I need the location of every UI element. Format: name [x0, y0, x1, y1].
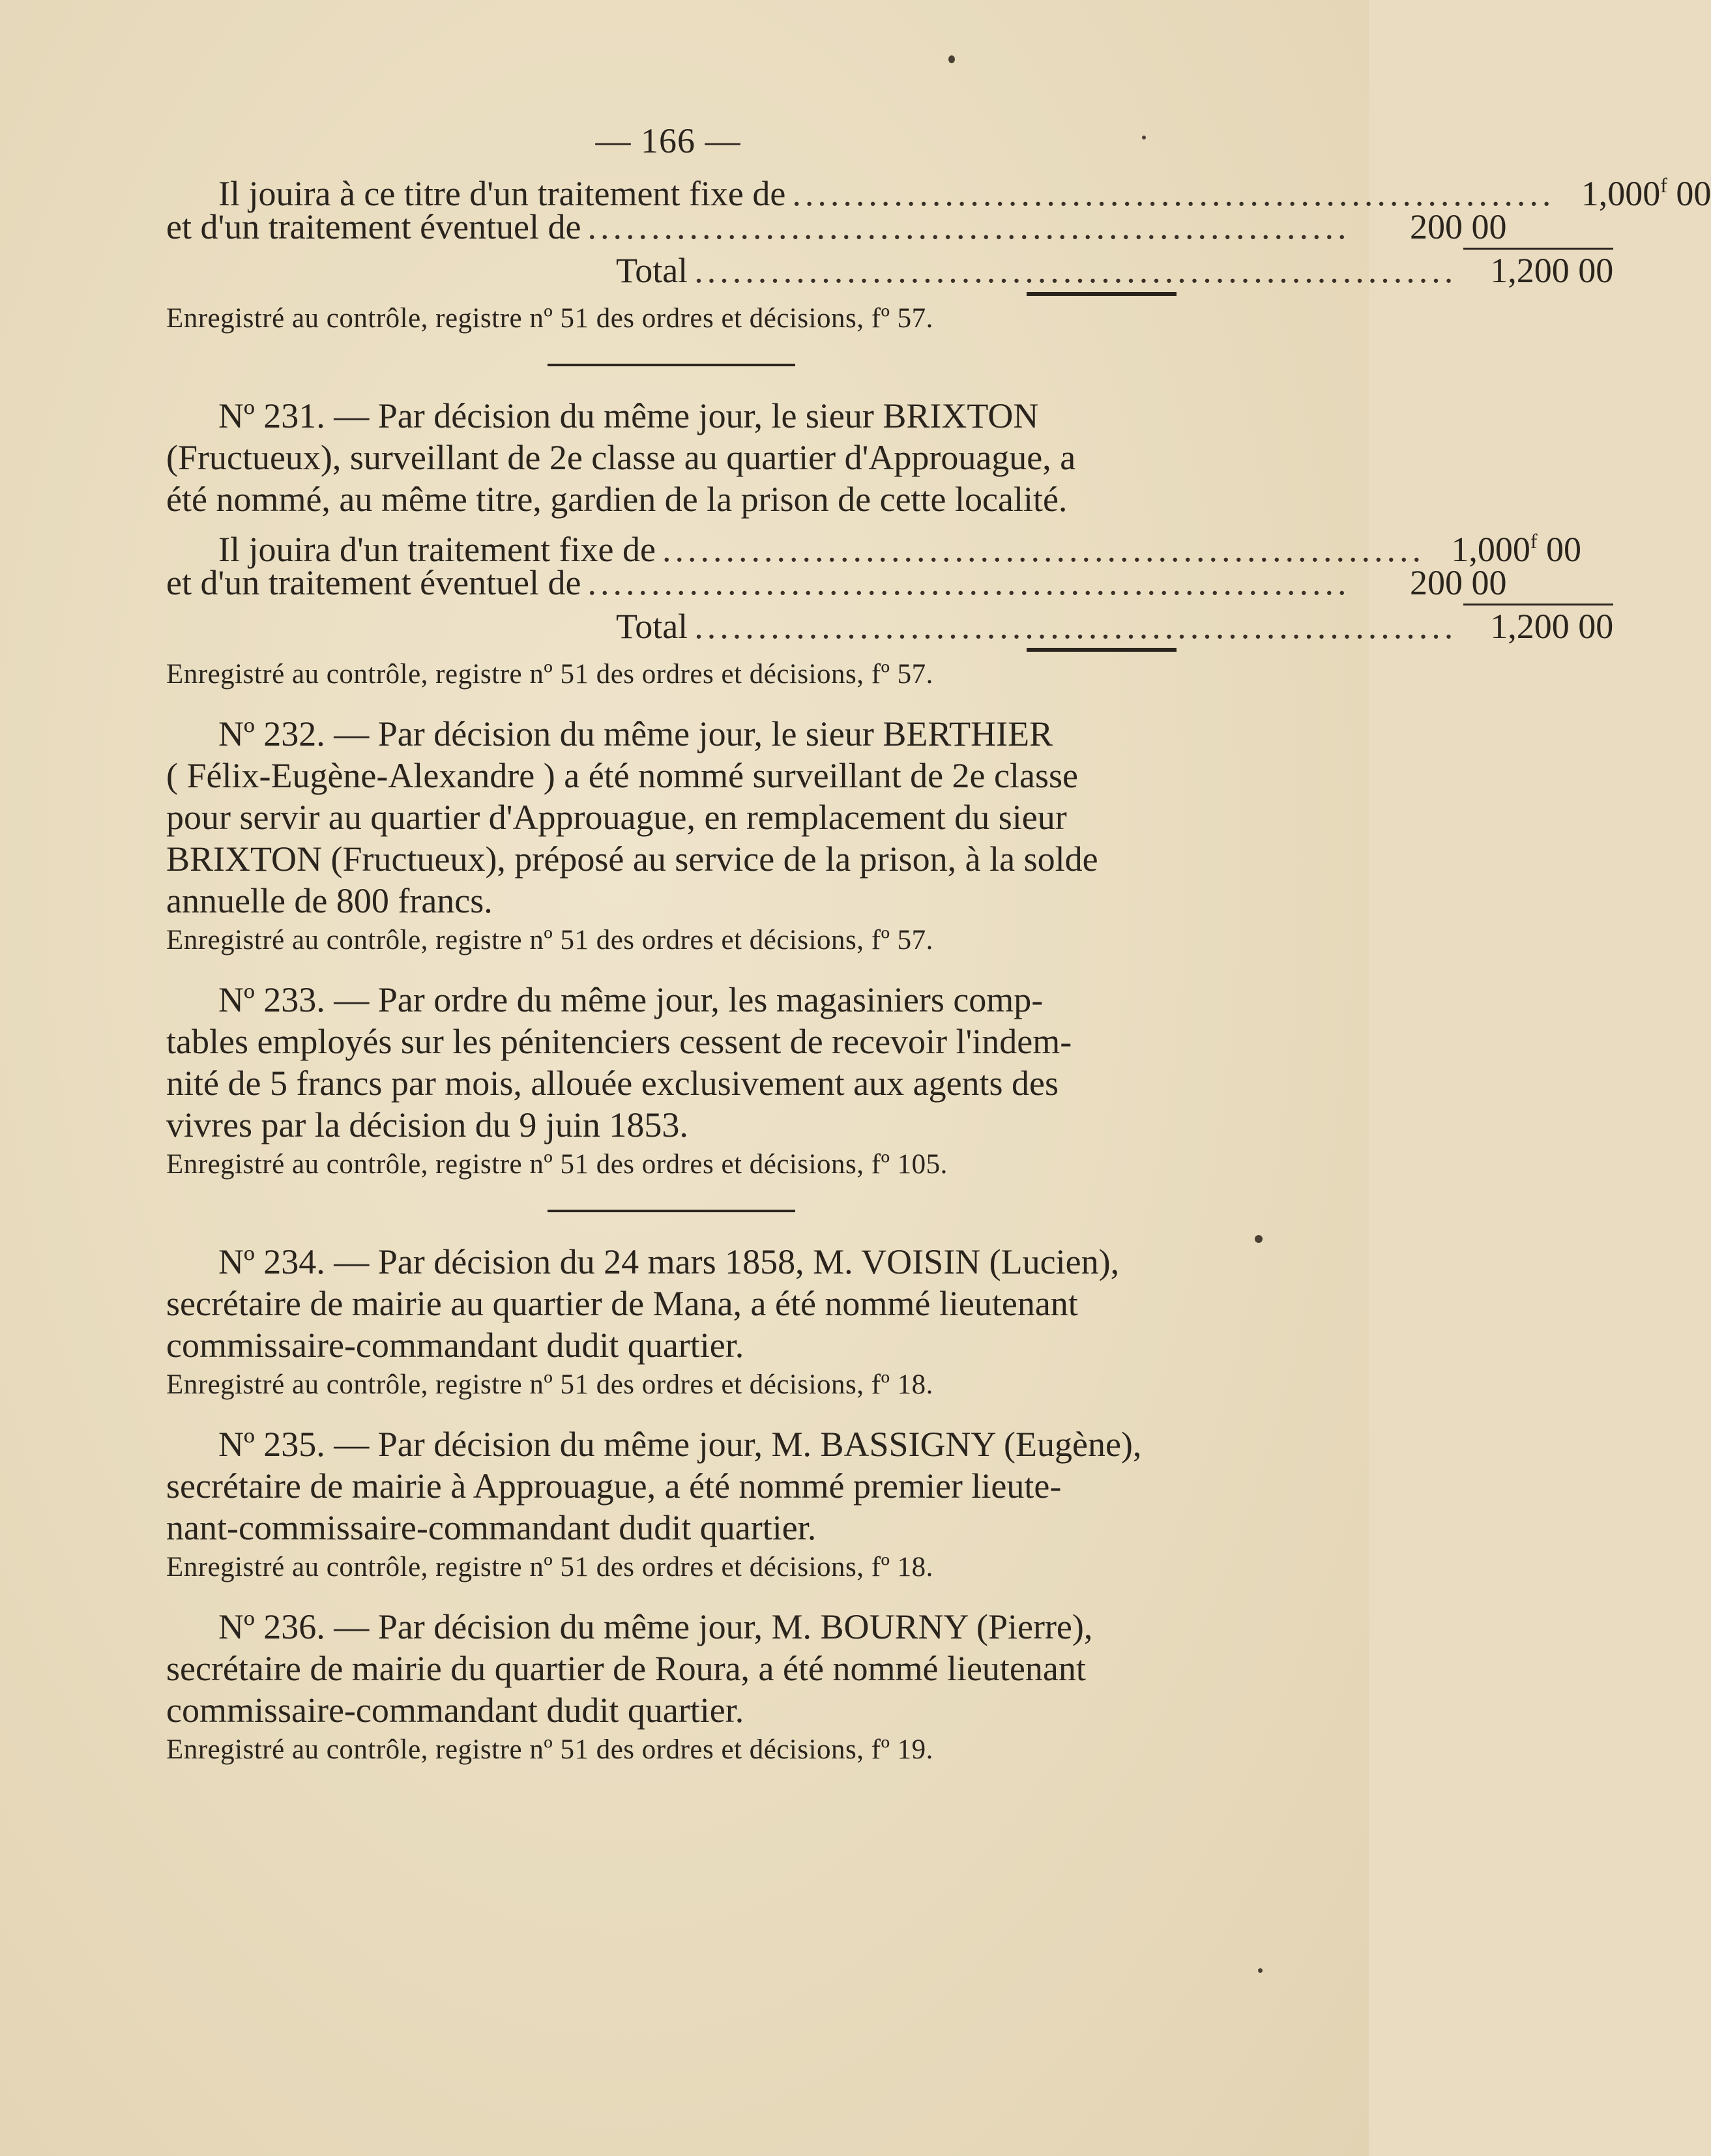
decision-entry-235 [166, 1423, 1177, 1586]
total-amount: 1,200 00 [1463, 604, 1613, 647]
entry-line: BRIXTON (Fructueux), préposé au service de la prison, à la solde [166, 839, 1098, 879]
entry-line: ( Félix-Eugène-Alexandre ) a été nommé surveillant de 2e classe [166, 756, 1078, 795]
leader-dots: ............................................................ [792, 174, 1555, 213]
entry-line: (Fructueux), surveillant de 2e classe au quartier d'Approuague, a [166, 438, 1076, 477]
decision-entry-232 [166, 713, 1177, 959]
paper-speck [948, 55, 955, 63]
paper-speck [1258, 1968, 1263, 1973]
entry-line: Nº 236. — Par décision du même jour, M. BOURNY (Pierre), [218, 1607, 1093, 1646]
total-underline [1027, 648, 1177, 652]
salary-amount: 1,000$^f$ 00 [1451, 529, 1581, 569]
entry-line: vivres par la décision du 9 juin 1853. [166, 1105, 688, 1144]
entry-line: commissaire-commandant dudit quartier. [166, 1326, 744, 1365]
leader-dots: ............................................................ [662, 530, 1425, 569]
leader-dots: ............................................................ [694, 251, 1457, 290]
registration-note: Enregistré au contrôle, registre nº 51 des ordres et décisions, fº 105. [166, 1149, 948, 1180]
entry-line: Nº 234. — Par décision du 24 mars 1858, M. VOISIN (Lucien), [218, 1242, 1120, 1281]
decision-entry-234 [166, 1241, 1177, 1404]
registration-note: Enregistré au contrôle, registre nº 51 des ordres et décisions, fº 57. [166, 925, 933, 955]
salary-amount: 1,000$^f$ 00 [1581, 173, 1711, 213]
entry-line: Nº 235. — Par décision du même jour, M. BASSIGNY (Eugène), [218, 1425, 1142, 1464]
salary-eventual-row [166, 562, 1507, 604]
registration-note: Enregistré au contrôle, registre nº 51 des ordres et décisions, fº 57. [166, 659, 933, 690]
entry-line: Nº 233. — Par ordre du même jour, les magasiniers comp- [218, 980, 1044, 1019]
leader-dots: ............................................................ [587, 563, 1351, 602]
salary-label: et d'un traitement éventuel de [166, 207, 581, 246]
entry-line: annuelle de 800 francs. [166, 881, 493, 920]
registration-note: Enregistré au contrôle, registre nº 51 des ordres et décisions, fº 18. [166, 1369, 933, 1400]
entry-line: secrétaire de mairie du quartier de Roura, a été nommé lieutenant [166, 1649, 1086, 1688]
salary-label: et d'un traitement éventuel de [166, 563, 581, 602]
page-text [166, 117, 1711, 1769]
salary-fixed-row [166, 520, 1581, 569]
salary-amount: 200 00 [1409, 563, 1507, 602]
total-underline [1027, 292, 1177, 296]
entry-line: nité de 5 francs par mois, allouée exclusivement aux agents des [166, 1064, 1059, 1103]
salary-eventual-row [166, 206, 1507, 248]
decision-entry-233 [166, 979, 1177, 1184]
page-number: — 166 — [595, 121, 741, 160]
salary-label: Il jouira d'un traitement fixe de [218, 530, 656, 569]
entry-line: secrétaire de mairie au quartier de Mana, a été nommé lieutenant [166, 1284, 1078, 1323]
leader-dots: ............................................................ [587, 207, 1351, 246]
salary-fixed-row [166, 164, 1711, 213]
paper-speck [1255, 1235, 1263, 1243]
salary-label: Il jouira à ce titre d'un traitement fixe de [218, 174, 786, 213]
continued-entry [166, 164, 1711, 338]
registration-note: Enregistré au contrôle, registre nº 51 des ordres et décisions, fº 57. [166, 303, 933, 334]
entry-line: nant-commissaire-commandant dudit quartier. [166, 1508, 817, 1547]
entry-line: commissaire-commandant dudit quartier. [166, 1691, 744, 1730]
entry-line: secrétaire de mairie à Approuague, a été nommé premier lieute- [166, 1466, 1062, 1506]
section-divider [548, 364, 795, 366]
registration-note: Enregistré au contrôle, registre nº 51 des ordres et décisions, fº 19. [166, 1734, 933, 1765]
total-amount: 1,200 00 [1463, 248, 1613, 291]
leader-dots: ............................................................ [694, 607, 1457, 646]
decision-entry-231 [166, 395, 1614, 693]
entry-line: Nº 232. — Par décision du même jour, le sieur BERTHIER [218, 714, 1053, 753]
entry-line: pour servir au quartier d'Approuague, en remplacement du sieur [166, 798, 1067, 837]
registration-note: Enregistré au contrôle, registre nº 51 des ordres et décisions, fº 18. [166, 1552, 933, 1582]
salary-amount: 200 00 [1409, 207, 1507, 246]
total-label: Total [616, 251, 688, 290]
total-label: Total [616, 607, 688, 646]
decision-entry-236 [166, 1606, 1177, 1769]
entry-line: Nº 231. — Par décision du même jour, le sieur BRIXTON [218, 396, 1039, 435]
salary-total-row [166, 604, 1614, 646]
entry-line: été nommé, au même titre, gardien de la prison de cette localité. [166, 480, 1068, 519]
section-divider [548, 1210, 795, 1212]
entry-line: tables employés sur les pénitenciers cessent de recevoir l'indem- [166, 1022, 1072, 1061]
salary-total-row [166, 248, 1614, 290]
